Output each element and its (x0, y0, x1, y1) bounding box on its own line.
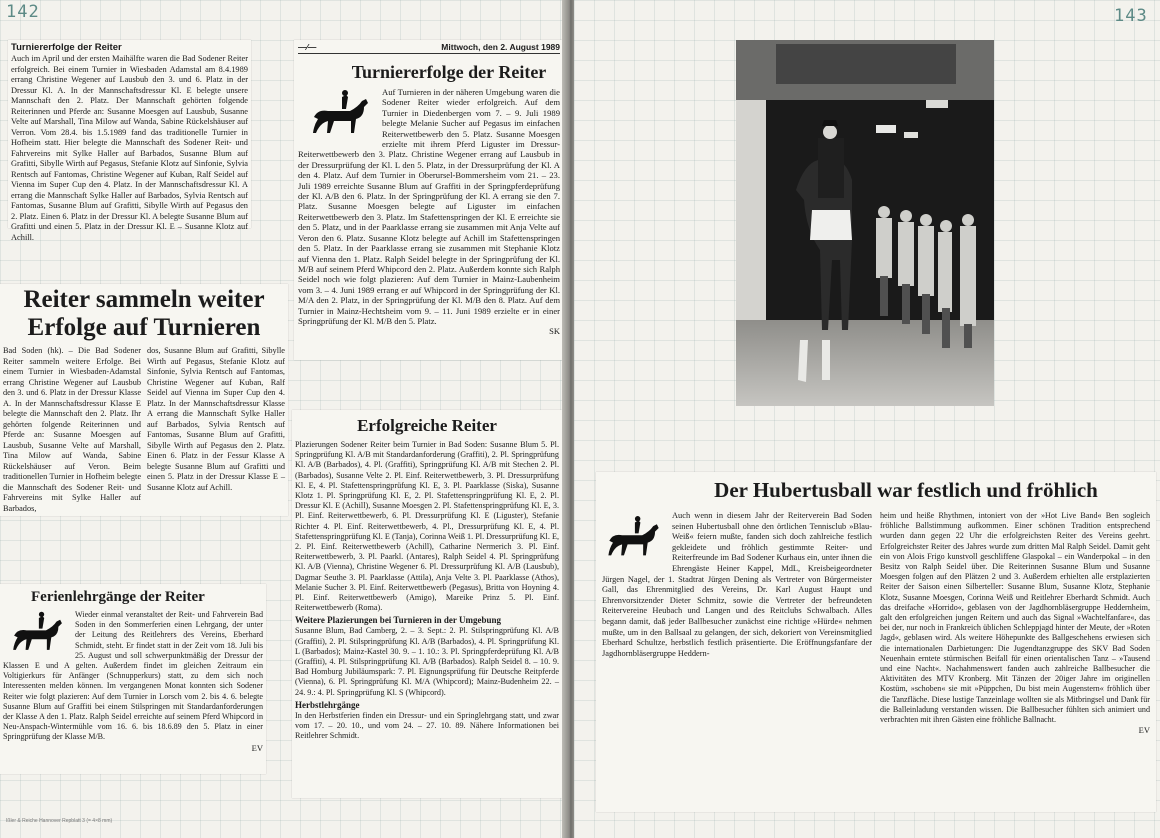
clipping-signature: EV (1138, 725, 1150, 736)
clipping-column-2: dos, Susanne Blum auf Grafitti, Sibylle Wirth auf Pegasus, Stefanie Klotz auf Sinfonie, Sylvia Rentsch auf Fantomas, Christine Wegener auf Kuban, Ralf Seidel auf Vienna im Super Cup den 4. Platz. In der Mannschaftsdressur Klasse A errang die Mannschaft Sylke Haller auf Barbados, Sylvia Rentsch auf Fantomas, Susanne Blum auf Grafitti, Sibylle Wirth auf Pegasus den 2. Platz. Einen 6. Platz in der Fessur Klasse A belegte Susanne Blum auf Grafitti und einen 5. Platz in der Dressur Klasse E – Susanne Klotz auf Achill. (147, 346, 285, 492)
clipping-column-2-wrap (880, 511, 1150, 735)
clipping-ferienlehrgaenge (0, 584, 266, 774)
clipping-reiter-sammeln (0, 284, 288, 516)
right-page (574, 0, 1160, 838)
paper-imprint: Ißler & Reiche Hannover Repblatt 3 (= 4×8 mm) (6, 818, 113, 824)
clipping-turniererfolge-august (294, 40, 564, 360)
clipping-body: Wieder einmal veranstaltet der Reit- und Fahrverein Bad Soden in den Sommerferien einen Lehrgang, der unter der Leitung des Reitlehrers des Vereins, Eberhard Schmidt, steht. Er findet statt in der Zeit vom 18. Juli bis 25. August und soll schwerpunktmäßig der Dressur der Klassen E und A gelten. Außerdem findet im gleichen Zeitraum ein Voltigierkurs für Anfänger (Schnupperkurs) statt, zu dem sich noch Interessenten melden können. Im vergangenen Monat konnten sich Sodener Reiter wie folgt plazieren: Auf dem Turnier in Lorsch vom 2. bis 4. 6. belegte Susanne Blum auf Graffiti bei einem Stilspringen mit Standardanforderungen der Klasse A den 1. Platz. Ralph Seidel erreichte auf seinem Pferd Whipcord in Neu-Anspach-Wintermühle vom 16. 6. bis 18.6.89 den 5. Platz in einer Springprüfung der Klasse M/B. (3, 610, 263, 742)
dateline-rule: —⁄— (298, 42, 317, 52)
rider-horse-icon (306, 89, 376, 139)
clipping-column-1: Bad Soden (hk). – Die Bad Sodener Reiter sammeln weitere Erfolge. Bei einem Turnier in Wiesbaden-Adamstal errang Christine Wegener auf Lausbub den 3. und 6. Platz in der Dressur Klasse A. In der Mannschaftsdressur Klasse E belegte die Mannschaft den 2. Platz. Ihr gehörten folgende Reiterinnen und Pferde an: Susanne Moesgen auf Lausbub, Susanne Velte auf Marshall, Tina Milow auf Wanda, Sabine Rückelshäuser auf Veron. Beim traditionellen Turnier in Hofheim belegte die Mannschaft des Sodener Reit- und Fahrvereins mit Sylke Haller auf Barbados, (3, 346, 141, 513)
clipping-columns (3, 346, 285, 514)
clipping-title: Der Hubertusball war festlich und fröhlich (714, 478, 1098, 502)
clipping-erfolgreiche-reiter (292, 410, 562, 798)
page-number: 142 (6, 2, 40, 22)
clipping-column-1: Auch wenn in diesem Jahr der Reiterverein Bad Soden seinen Hubertusball ohne den örtlichen Tennisclub »Blau-Weiß« feiern mußte, fanden sich doch zahlreiche festlich gekleidete und fröhlich gestimmte Reiter- und Reiterfreunde im Bad Sodener Kurhaus ein, unter ihnen die Ehrengäste Heiner Kappel, MdL, Kreisbeigeordneter Jürgen Nagel, der 1. Stadtrat Jürgen Dening als Vertreter von Bürgermeister Gall, das Ehrenmitglied des Vereins, Dr. Karl August Haupt und Ehrenvorsitzender Dieter Schmitz, sowie die Vertreter der befreundeten Reitervereine Heubach und Langen und des Reitclubs Schwalbach. Alles begann damit, daß jeder Ballbesucher zunächst eine richtige »Hürde« nehmen mußte, um in den Ballsaal zu gelangen, der sich, dekoriert von Vereinsmitglied Eberhard Schultze, herbstlich festlich präsentierte. Die Eröffnungsfanfare der Jagdhornbläsergruppe Heddern- (602, 511, 872, 658)
clipping-signature: EV (251, 742, 263, 753)
clipping-hubertusball (596, 472, 1156, 812)
rider-horse-icon (7, 610, 69, 656)
page-number: 143 (1114, 6, 1148, 26)
clipping-title-line-1: Reiter sammeln weiter (23, 286, 265, 313)
clipping-title-line-2: Erfolge auf Turnieren (27, 314, 261, 341)
photo-rider-in-stable (736, 40, 994, 406)
clipping-columns (602, 511, 1150, 735)
rider-horse-icon (602, 513, 666, 563)
clipping-body-2: Susanne Blum, Bad Camberg, 2. – 3. Sept.: 2. Pl. Stilspringprüfung Kl. A/B (Graffiti), 2. Pl. Stilspringprüfung Kl. A/B (Barbados), 4. Pl. Springprüfung Kl. L (Barbados); Mainz-Kastel 30. 9. – 1. 10.: 3. Pl. Springpferdeprüfung Kl. A/B (Graffiti), 4. Pl. Stilspringprüfung Kl. A/B (Barbados). Ralph Seidel 8. – 10. 9. Bad Homburg Jubiläumspark: 7. Pl. Eignungsprüfung für Deutsche Reitpferde (Vienna), 6. Pl. Springprüfung Kl. M/A (Whipcord); Mainz-Budenheim 22. – 24. 9.: 4. Pl. Springprüfung Kl. S (Whipcord). (295, 626, 559, 697)
left-page (0, 0, 566, 838)
clipping-body-3: In den Herbstferien finden ein Dressur- und ein Springlehrgang statt, und zwar vom 17. – 20. 10., und vom 24. – 27. 10. 89. Nähere Informationen bei Reitlehrer Schmidt. (295, 710, 559, 741)
clipping-body: Plazierungen Sodener Reiter beim Turnier in Bad Soden: Susanne Blum 5. Pl. Springprüfung Kl. A/B mit Standardanforderung (Graffiti), 2. Pl. Springprüfung Kl. A/B (Barbados), 4. Pl. (Graffiti), Springprüfung Kl. A/B mit Stechen 2. Pl. (Barbados), Susanne Velte 2. Pl. Einf. Reiterwettbewerb, 3. Pl. Dressurprüfung Kl. E, 4. Pl. Stafettenspringprüfung Kl. E, 3. Pl. Paarklasse (Siska), Susanne Klotz 1. Pl. Springprüfung Kl. E, 2. Pl. Stafettenspringprüfung Kl. E, 2. Pl. Dressur Kl. E (Achill), Susanne Moesgen 2. Pl. Stafettenspringprüfung Kl. E, 3. Pl. Einf. Reiterwettbewerb, 6. Pl. Dressurprüfung Kl. E (Liguster), Stefanie Richter 4. Pl. Einf. Reiterwettbewerb, 4. Pl., Dressurprüfung Kl. E, 4. Pl. Stafettenspringprüfung Kl. E (Tanja), Corinna Weiß 1. Pl. Dressurprüfung Kl. E, 2. Pl. Einf. Reiterwettbewerb (Achill), Catharine Nermerich 3. Pl. Einf. Reiterwettbewerb, 3. Pl. Paarkl. (Antares), Ralph Seidel 4. Pl. Springprüfung Kl. A/B (Vienna), Christine Wegener 6. Pl. Dressurprüfung Kl. A/B (Lausbub), Dagmar Seuthe 3. Pl. Paarklasse (Attila), Anja Velte 3. Pl. Paarklasse (Athos), Melanie Sucher 3. Pl. Einf. Reiterwettbewerb (Pegasus), Britta von Hoyning 4. Pl. Einf. Reiterwettbewerb (Amigo), Mareike Prinz 5. Pl. Einf. Reiterwettbewerb (Roma). (295, 440, 559, 613)
clipping-date: Mittwoch, den 2. August 1989 (441, 42, 560, 52)
photo-illustration (736, 40, 994, 406)
clipping-signature: SK (549, 326, 560, 337)
clipping-title: Ferienlehrgänge der Reiter (31, 589, 205, 605)
clipping-subheading-2: Herbstlehrgänge (295, 699, 360, 710)
newspaper-dateline (298, 42, 560, 54)
clipping-turniererfolge-april (8, 40, 251, 242)
clipping-subheading: Weitere Plazierungen bei Turnieren in der Umgebung (295, 615, 502, 626)
clipping-title: Turniererfolge der Reiter (351, 62, 547, 82)
clipping-column-2: heim und heiße Rhythmen, intoniert von der »Hot Live Band« Ben sogleich fröhliche Ballstimmung aufkommen. Einer schönen Tradition entsprechend wurden dann gegen 22 Uhr die erfolgreichsten Reiter des Vereins geehrt. Erfolgreichster Reiter des Jahres wurde zum dritten Mal Ralph Seidel. Damit geht ein von Alois Frigo kunstvoll geschliffene Glaspokal – ein Wanderpokal – in den Besitz von Ralph Seidel über. Die Reiterinnen Susanne Blum und Susanne Moesgen folgen auf den Plätzen 2 und 3. Außerdem erhielten alle erstplazierten Reiter der Saison einen Silberteller: Susanne Blum, Susanne Klotz, Stephanie Klotz, Susanne Moesgen, Corinna Weiß und Reitlehrer Eberhardt Schmidt. Auch das dreifache »Horrido«, geblasen von der Jagdhornbläsergruppe Heddernheim, galt den erfolgreichen jungen Reitern und auch das Signal »Wachtelfanfare«, das bei der, nur noch in Frankreich üblichen Schleppjagd hinter der Meute, der »Roten Jagd«, geblasen wird. Als weitere Höhepunkte des Ballgeschehens erwiesen sich die internationalen Darbietungen: Die Jugendtanzgruppe des SKV Bad Soden Neuenhain erntete stürmischen Beifall für einen orientalischen Tanz – »Tausend und eine Nacht«. Nachahmenswert fanden auch zahlreiche Ballbesucher die Aktivitäten des MTV Kronberg. Mit Tänzen der 20iger Jahre im originellen Kostüm, »schoben« sie mit »Püppchen, Du bist mein Augenstern« fröhlich über die Tanzfläche. Diese lustige Tanzeinlage wollten sie als Mitbringsel und Dank für die Balleinladung verstanden wissen. Die Ballbesucher fühlten sich animiert und verbrachten mit ihren Gästen eine fröhliche Ballnacht. (880, 511, 1150, 725)
clipping-column-1-wrap (602, 511, 872, 735)
clipping-body: Auf Turnieren in der näheren Umgebung waren die Sodener Reiter wieder erfolgreich. Auf dem Turnier in Diedenbergen vom 7. – 9. Juli 1989 belegte Melanie Sucher auf Pegasus im einfachen Reiterwettbewerb den 5. Platz. Susanne Moesgen erzielte mit ihrem Pferd Liguster im Dressur-Reiterwettbewerb den 3. Platz. Christine Wegener errang auf Lausbub in der Dressurprüfung der Kl. L den 5. Platz, in der Dressurprüfung der Kl. A den 4. Platz. Auf dem Turnier in Oberursel-Bommersheim vom 21. – 23. Juli 1989 erreichte Susanne Blum auf Graffiti in der Springpferdeprüfung der Kl. A/B den 6. Platz. In der Springprüfung der Kl. A errang sie den 7. Platz. Susanne Moesgen belegte auf Liguster im einfachen Reiterwettbewerb den 3. Platz. Im Stafettenspringen der Kl. E erreichte sie den 5. Platz, und in der Paarklasse errang sie zusammen mit Anja Velte auf Veron den 6. Platz. Susanne Klotz belegte auf Achill im Stafettenspringen den 5. Platz. In der Paarklasse errang sie zusammen mit Stephanie Klotz auf Vienna den 1. Platz. Ralph Seidel belegte in der Springprüfung der Kl. M/B auf seinem Pferd Whipcord den 2. Platz. Außerdem konnte sich Ralph Seidel noch wie folgt plazieren: Auf dem Turnier in Mainz-Laubenheim vom 3. – 4. Juni 1989 errang er auf Whipcord in der Springprüfung der Kl. M/A den 2. Platz, in der Springprüfung der Kl. M/B den 8. Platz. Auf dem Turnier in Mainz-Hechtsheim vom 9. – 11. Juni 1989 erzielte er in einer Springprüfung der Kl. M/B den 5. Platz. (298, 87, 560, 326)
clipping-title: Erfolgreiche Reiter (357, 416, 497, 435)
clipping-body: Auch im April und der ersten Maihälfte waren die Bad Sodener Reiter erfolgreich. Bei einem Turnier in Wiesbaden Adamstal am 8.4.1989 errang Christine Wegener auf Lausbub den 3. und 6. Platz in der Dressur Kl. A. In der Mannschaftsdressur Kl. E belegte unsere Mannschaft den 2. Platz. Der Mannschaft gehörten folgende Reiterinnen und Pferde an: Susanne Moesgen auf Lausbub, Susanne Velte auf Marshall, Tina Milow auf Wanda, Sabine Rückelshäuser auf Verron. Vom 28.4. bis 1.5.1989 fand das traditionelle Turnier in Hofheim statt. Hier belegte die Mannschaft des Sodener Reit- und Fahrvereins mit Sylke Haller auf Barbados, Susanne Blum auf Grafitti, Sibylle Wirth auf Pegasus, Stefanie Klotz auf Sinfonie, Sylvia Rentsch auf Fantomas, Christine Wegener auf Kuban, Ralf Seidel auf Vienna im Super Cup den 4. Platz. In der Mannschaftsdressur Kl. A errang die Mannschaft Sylke Haller auf Barbados, Sylvia Rentsch auf Fantomas, Susanne Blum auf Grafitti, Sibylle Wirth auf Pegasus den 2. Platz. Einen 6. Platz in der Dressur Kl. A belegte Susanne Blum auf Grafitti und einen 5. Platz in der Dressur Kl. E – Susanne Klotz auf Achill. (11, 54, 248, 242)
clipping-title: Turniererfolge der Reiter (11, 42, 122, 53)
